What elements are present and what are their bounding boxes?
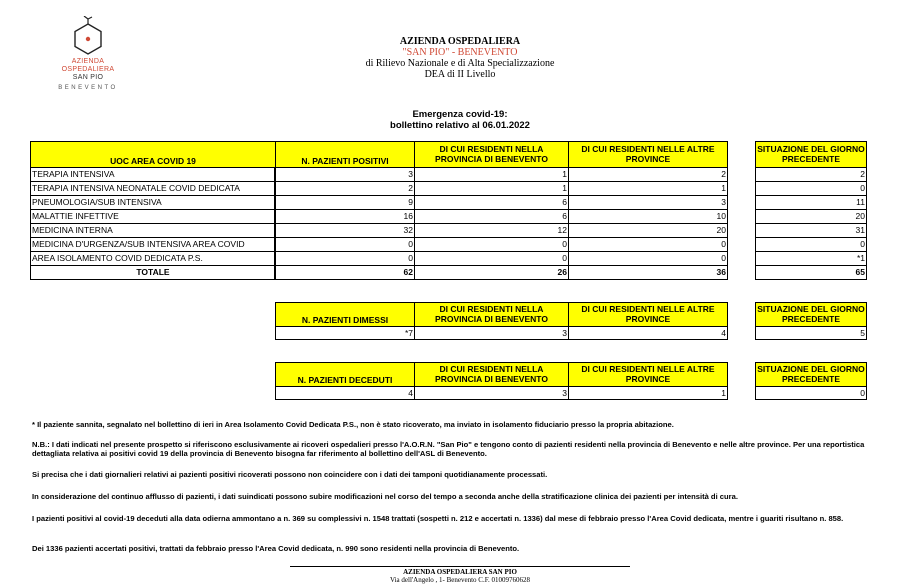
cell-bn: 0 (414, 252, 569, 266)
deceduti-value: 4 (275, 386, 415, 400)
note-paragraph: N.B.: I dati indicati nel presente prospetto si riferiscono esclusivamente ai ricoveri ospedalieri presso l'A.O.R.N. "San Pio" e tengono conto di pazienti residenti nella provincia di Benevento e nelle altre province. Per una reportistica dettagliata relativa ai positivi covid 19 della provincia di Benevento bisogna far riferimento al bollettino dell'ASL di Benevento. (32, 440, 865, 458)
cell-altre: 2 (568, 168, 728, 182)
note-paragraph: * Il paziente sannita, segnalato nel bollettino di ieri in Area Isolamento Covid Dedicata P.S., non è stato ricoverato, ma inviato in isolamento fiduciario presso la propria abitazione. (32, 420, 674, 429)
row-label: MEDICINA INTERNA (30, 224, 275, 238)
deceduti-header-altre: DI CUI RESIDENTI NELLE ALTRE PROVINCE (568, 362, 728, 387)
cell-prec: 2 (755, 168, 867, 182)
note-paragraph: Si precisa che i dati giornalieri relativi ai pazienti positivi ricoverati possono non coincidere con i dati dei tamponi quotidianamente processati. (32, 470, 548, 479)
note-paragraph: In considerazione del continuo afflusso di pazienti, i dati suindicati possono subire modificazioni nel corso del tempo a seconda anche della stratificazione clinica dei pazienti per intensità di cura. (32, 492, 738, 501)
dimessi-benevento: 3 (414, 326, 569, 340)
logo-text-benevento: BENEVENTO (58, 85, 118, 91)
cell-prec: 11 (755, 196, 867, 210)
cell-pos: 62 (275, 266, 415, 280)
dimessi-header-altre: DI CUI RESIDENTI NELLE ALTRE PROVINCE (568, 302, 728, 327)
dimessi-header-benevento: DI CUI RESIDENTI NELLA PROVINCIA DI BENEVENTO (414, 302, 569, 327)
row-label: TERAPIA INTENSIVA (30, 168, 275, 182)
cell-pos: 2 (275, 182, 415, 196)
header-residenti-altre: DI CUI RESIDENTI NELLE ALTRE PROVINCE (568, 141, 728, 168)
header-giorno-precedente: SITUAZIONE DEL GIORNO PRECEDENTE (755, 141, 867, 168)
row-label: AREA ISOLAMENTO COVID DEDICATA P.S. (30, 252, 275, 266)
header-line-3: di Rilievo Nazionale e di Alta Specializzazione (365, 58, 555, 69)
hospital-logo (46, 16, 130, 100)
cell-pos: 0 (275, 238, 415, 252)
header-positivi: N. PAZIENTI POSITIVI (275, 141, 415, 168)
cell-pos: 9 (275, 196, 415, 210)
note-paragraph: I pazienti positivi al covid-19 deceduti alla data odierna ammontano a n. 369 su complessivi n. 1548 trattati (sospetti n. 212 e accertati n. 1336) dal mese di febbraio presso l'Area Covid dedicata, mentre i guariti risultano n. 858. (32, 514, 844, 523)
cell-bn: 1 (414, 182, 569, 196)
cell-prec: *1 (755, 252, 867, 266)
header-line-1: AZIENDA OSPEDALIERA (399, 36, 521, 47)
cell-prec: 0 (755, 238, 867, 252)
subtitle-line-1: Emergenza covid-19: (412, 109, 508, 120)
cell-bn: 6 (414, 210, 569, 224)
cell-prec: 20 (755, 210, 867, 224)
deceduti-altre: 1 (568, 386, 728, 400)
deceduti-precedente: 0 (755, 386, 867, 400)
cell-pos: 3 (275, 168, 415, 182)
logo-text-azienda: AZIENDA (71, 58, 105, 65)
cell-altre: 0 (568, 252, 728, 266)
logo-text-sanpio: SAN PIO (72, 74, 104, 81)
deceduti-benevento: 3 (414, 386, 569, 400)
cell-prec: 65 (755, 266, 867, 280)
deceduti-header-benevento: DI CUI RESIDENTI NELLA PROVINCIA DI BENEVENTO (414, 362, 569, 387)
header-deceduti: N. PAZIENTI DECEDUTI (275, 362, 415, 387)
cell-prec: 31 (755, 224, 867, 238)
header-line-2: "SAN PIO" - BENEVENTO (402, 47, 518, 58)
footer-divider (290, 566, 630, 567)
dimessi-header-precedente: SITUAZIONE DEL GIORNO PRECEDENTE (755, 302, 867, 327)
row-label: TERAPIA INTENSIVA NEONATALE COVID DEDICATA (30, 182, 275, 196)
bulletin-title (300, 109, 620, 131)
note-paragraph: Dei 1336 pazienti accertati positivi, trattati da febbraio presso l'Area Covid dedicata, n. 990 sono residenti nella provincia di Benevento. (32, 544, 520, 553)
row-label: MEDICINA D'URGENZA/SUB INTENSIVA AREA COVID (30, 238, 275, 252)
cell-altre: 3 (568, 196, 728, 210)
cell-pos: 0 (275, 252, 415, 266)
header-line-4: DEA di II Livello (424, 69, 496, 80)
document-footer (290, 568, 630, 584)
cell-altre: 1 (568, 182, 728, 196)
header-dimessi: N. PAZIENTI DIMESSI (275, 302, 415, 327)
hexagon-logo-icon (68, 16, 108, 58)
cell-altre: 36 (568, 266, 728, 280)
total-label: TOTALE (30, 266, 275, 280)
deceduti-header-precedente: SITUAZIONE DEL GIORNO PRECEDENTE (755, 362, 867, 387)
subtitle-line-2: bollettino relativo al 06.01.2022 (390, 120, 530, 131)
cell-bn: 0 (414, 238, 569, 252)
dimessi-precedente: 5 (755, 326, 867, 340)
cell-pos: 32 (275, 224, 415, 238)
dimessi-value: *7 (275, 326, 415, 340)
cell-altre: 0 (568, 238, 728, 252)
cell-bn: 1 (414, 168, 569, 182)
footer-line-2: Via dell'Angelo , 1- Benevento C.F. 01009760628 (389, 576, 531, 584)
document-header (300, 36, 620, 80)
row-label: MALATTIE INFETTIVE (30, 210, 275, 224)
cell-bn: 12 (414, 224, 569, 238)
cell-altre: 20 (568, 224, 728, 238)
cell-pos: 16 (275, 210, 415, 224)
footer-line-1: AZIENDA OSPEDALIERA SAN PIO (403, 568, 517, 576)
cell-altre: 10 (568, 210, 728, 224)
cell-prec: 0 (755, 182, 867, 196)
header-residenti-benevento: DI CUI RESIDENTI NELLA PROVINCIA DI BENEVENTO (414, 141, 569, 168)
cell-bn: 6 (414, 196, 569, 210)
row-label: PNEUMOLOGIA/SUB INTENSIVA (30, 196, 275, 210)
logo-text-ospedaliera: OSPEDALIERA (61, 66, 115, 73)
header-uoc: UOC AREA COVID 19 (30, 141, 276, 168)
cell-bn: 26 (414, 266, 569, 280)
dimessi-altre: 4 (568, 326, 728, 340)
